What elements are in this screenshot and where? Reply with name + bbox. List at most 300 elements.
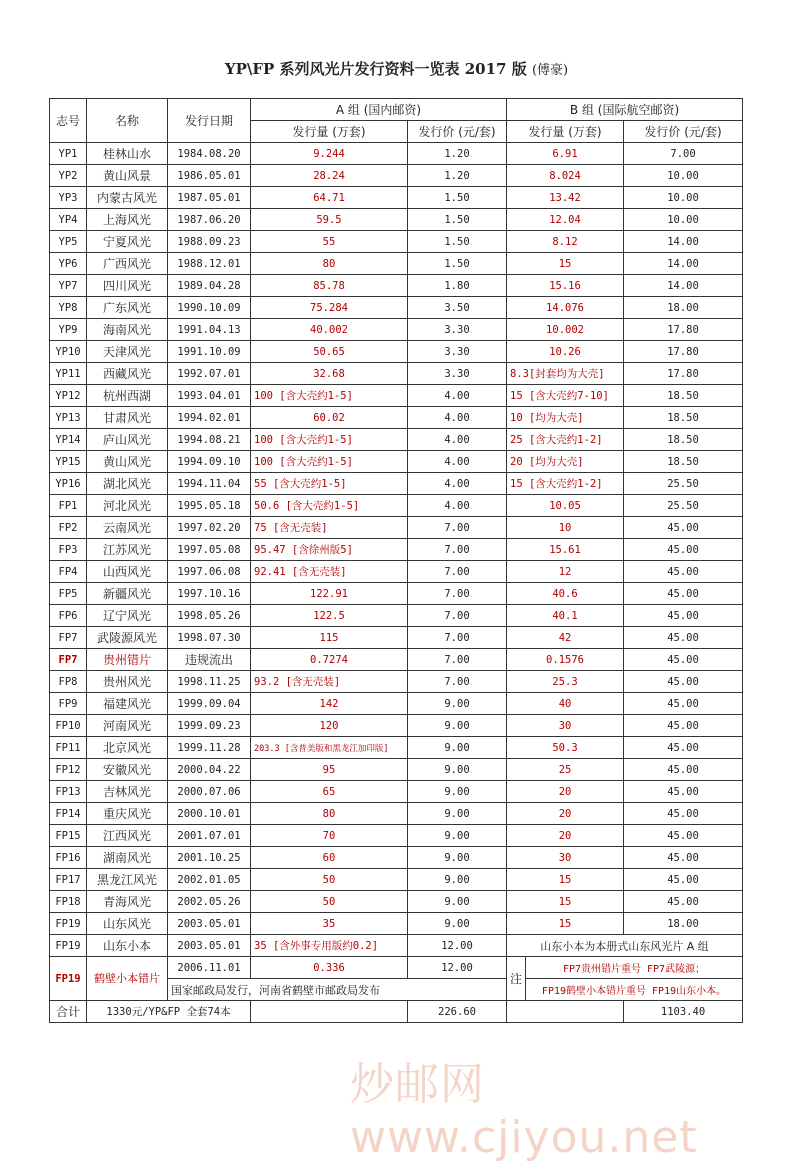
cell-name: 广西风光 bbox=[87, 253, 168, 275]
cell-name: 北京风光 bbox=[87, 737, 168, 759]
table-row bbox=[50, 517, 743, 539]
cell-a-volume: 59.5 bbox=[251, 209, 408, 231]
cell-b-volume: 13.42 bbox=[507, 187, 624, 209]
cell-date: 1994.08.21 bbox=[168, 429, 251, 451]
cell-date: 1998.07.30 bbox=[168, 627, 251, 649]
cell-b-volume: 40.6 bbox=[507, 583, 624, 605]
cell-a-price: 1.20 bbox=[408, 165, 507, 187]
cell-a-volume: 55 [含大壳约1-5] bbox=[251, 473, 408, 495]
note-line-2: FP19鹤壁小本错片重号 FP19山东小本。 bbox=[541, 986, 727, 997]
cell-a-volume: 80 bbox=[251, 803, 408, 825]
cell-a-price: 7.00 bbox=[408, 649, 507, 671]
cell-date: 1991.04.13 bbox=[168, 319, 251, 341]
cell-a-volume: 75 [含无壳装] bbox=[251, 517, 408, 539]
cell-a-volume: 55 bbox=[251, 231, 408, 253]
table-body bbox=[50, 143, 743, 935]
cell-total-a-price: 226.60 bbox=[408, 1001, 507, 1023]
cell-a-price: 9.00 bbox=[408, 803, 507, 825]
cell-a-price: 12.00 bbox=[408, 957, 507, 979]
table-row bbox=[50, 649, 743, 671]
cell-a-volume: 100 [含大壳约1-5] bbox=[251, 451, 408, 473]
cell-b-volume: 15.16 bbox=[507, 275, 624, 297]
cell-code: YP15 bbox=[50, 451, 87, 473]
cell-name: 江西风光 bbox=[87, 825, 168, 847]
cell-name: 杭州西湖 bbox=[87, 385, 168, 407]
cell-a-price: 4.00 bbox=[408, 429, 507, 451]
cell-b-volume: 14.076 bbox=[507, 297, 624, 319]
cell-code: FP17 bbox=[50, 869, 87, 891]
cell-name: 四川风光 bbox=[87, 275, 168, 297]
cell-b-volume: 6.91 bbox=[507, 143, 624, 165]
cell-b-price: 45.00 bbox=[624, 627, 743, 649]
cell-a-volume: 60 bbox=[251, 847, 408, 869]
cell-b-volume: 8.024 bbox=[507, 165, 624, 187]
cell-name: 天津风光 bbox=[87, 341, 168, 363]
table-row bbox=[50, 385, 743, 407]
cell-b-volume: 20 bbox=[507, 781, 624, 803]
cell-name: 湖南风光 bbox=[87, 847, 168, 869]
cell-name: 鹤壁小本错片 bbox=[87, 957, 168, 1001]
cell-name: 吉林风光 bbox=[87, 781, 168, 803]
table-row bbox=[50, 473, 743, 495]
cell-code: YP2 bbox=[50, 165, 87, 187]
cell-b-price: 18.50 bbox=[624, 451, 743, 473]
cell-a-price: 4.00 bbox=[408, 407, 507, 429]
cell-date: 1988.09.23 bbox=[168, 231, 251, 253]
cell-a-price: 4.00 bbox=[408, 495, 507, 517]
cell-date: 2003.05.01 bbox=[168, 913, 251, 935]
cell-b-price: 45.00 bbox=[624, 539, 743, 561]
cell-code: FP6 bbox=[50, 605, 87, 627]
cell-code: YP10 bbox=[50, 341, 87, 363]
cell-name: 内蒙古风光 bbox=[87, 187, 168, 209]
cell-date: 2001.10.25 bbox=[168, 847, 251, 869]
cell-a-price: 1.50 bbox=[408, 231, 507, 253]
cell-name: 甘肃风光 bbox=[87, 407, 168, 429]
cell-name: 山西风光 bbox=[87, 561, 168, 583]
cell-code: YP12 bbox=[50, 385, 87, 407]
cell-name: 辽宁风光 bbox=[87, 605, 168, 627]
cell-date: 1986.05.01 bbox=[168, 165, 251, 187]
cell-code: YP5 bbox=[50, 231, 87, 253]
header-b-price: 发行价 (元/套) bbox=[624, 121, 743, 143]
cell-code: FP7 bbox=[50, 627, 87, 649]
cell-date: 1992.07.01 bbox=[168, 363, 251, 385]
cell-name: 青海风光 bbox=[87, 891, 168, 913]
cell-name: 宁夏风光 bbox=[87, 231, 168, 253]
cell-code: FP3 bbox=[50, 539, 87, 561]
cell-a-price: 7.00 bbox=[408, 517, 507, 539]
cell-b-price: 45.00 bbox=[624, 561, 743, 583]
table-row bbox=[50, 583, 743, 605]
cell-b-price: 45.00 bbox=[624, 649, 743, 671]
cell-name: 黄山风景 bbox=[87, 165, 168, 187]
cell-date: 1994.02.01 bbox=[168, 407, 251, 429]
cell-b-volume: 15 [含大壳约1-2] bbox=[507, 473, 624, 495]
cell-b-price: 45.00 bbox=[624, 869, 743, 891]
cell-name: 山东小本 bbox=[87, 935, 168, 957]
cell-total-empty bbox=[251, 1001, 408, 1023]
header-name: 名称 bbox=[87, 99, 168, 143]
cell-date: 2003.05.01 bbox=[168, 935, 251, 957]
table-row bbox=[50, 429, 743, 451]
cell-a-volume: 70 bbox=[251, 825, 408, 847]
cell-name: 云南风光 bbox=[87, 517, 168, 539]
cell-code: YP7 bbox=[50, 275, 87, 297]
cell-b-volume: 8.3[封套均为大壳] bbox=[507, 363, 624, 385]
table-row bbox=[50, 715, 743, 737]
cell-code: FP12 bbox=[50, 759, 87, 781]
cell-b-volume: 30 bbox=[507, 715, 624, 737]
cell-code: YP6 bbox=[50, 253, 87, 275]
cell-name: 江苏风光 bbox=[87, 539, 168, 561]
cell-name: 安徽风光 bbox=[87, 759, 168, 781]
cell-date: 1984.08.20 bbox=[168, 143, 251, 165]
cell-code: FP19 bbox=[50, 935, 87, 957]
cell-a-price: 1.80 bbox=[408, 275, 507, 297]
cell-b-price: 25.50 bbox=[624, 495, 743, 517]
cell-b-volume: 12.04 bbox=[507, 209, 624, 231]
cell-code: YP13 bbox=[50, 407, 87, 429]
cell-b-volume: 10.002 bbox=[507, 319, 624, 341]
cell-code: FP19 bbox=[50, 957, 87, 1001]
cell-a-price: 9.00 bbox=[408, 869, 507, 891]
cell-date: 1990.10.09 bbox=[168, 297, 251, 319]
cell-date: 1987.06.20 bbox=[168, 209, 251, 231]
cell-b-volume: 25 bbox=[507, 759, 624, 781]
cell-a-volume: 50 bbox=[251, 869, 408, 891]
cell-a-volume: 122.5 bbox=[251, 605, 408, 627]
cell-code: FP16 bbox=[50, 847, 87, 869]
cell-code: YP1 bbox=[50, 143, 87, 165]
table-row bbox=[50, 605, 743, 627]
cell-b-volume: 40.1 bbox=[507, 605, 624, 627]
cell-b-price: 17.80 bbox=[624, 363, 743, 385]
page-title bbox=[0, 58, 793, 79]
cell-date: 违规流出 bbox=[168, 649, 251, 671]
cell-b-price: 45.00 bbox=[624, 517, 743, 539]
cell-date: 1997.10.16 bbox=[168, 583, 251, 605]
cell-a-volume: 203.3 [含普美版和黑龙江加印版] bbox=[251, 737, 408, 759]
cell-name: 山东风光 bbox=[87, 913, 168, 935]
table-row bbox=[50, 253, 743, 275]
cell-date: 1997.05.08 bbox=[168, 539, 251, 561]
cell-code: YP11 bbox=[50, 363, 87, 385]
cell-b-volume: 15 bbox=[507, 913, 624, 935]
cell-b-volume: 30 bbox=[507, 847, 624, 869]
issue-table bbox=[49, 98, 743, 1023]
header-b-volume: 发行量 (万套) bbox=[507, 121, 624, 143]
cell-code: FP5 bbox=[50, 583, 87, 605]
cell-a-price: 9.00 bbox=[408, 693, 507, 715]
cell-b-price: 45.00 bbox=[624, 671, 743, 693]
cell-b-price: 10.00 bbox=[624, 165, 743, 187]
cell-b-volume: 10.05 bbox=[507, 495, 624, 517]
table-row bbox=[50, 187, 743, 209]
note-label: 注 bbox=[507, 957, 526, 1000]
cell-b-price: 10.00 bbox=[624, 187, 743, 209]
cell-code: YP14 bbox=[50, 429, 87, 451]
table-row bbox=[50, 847, 743, 869]
cell-name: 福建风光 bbox=[87, 693, 168, 715]
table-row bbox=[50, 671, 743, 693]
cell-issuer: 国家邮政局发行，河南省鹤壁市邮政局发布 bbox=[168, 979, 507, 1001]
table-row bbox=[50, 781, 743, 803]
cell-a-price: 3.30 bbox=[408, 363, 507, 385]
cell-b-volume: 10.26 bbox=[507, 341, 624, 363]
cell-code: YP8 bbox=[50, 297, 87, 319]
cell-a-volume: 50 bbox=[251, 891, 408, 913]
header-date: 发行日期 bbox=[168, 99, 251, 143]
cell-b-price: 45.00 bbox=[624, 891, 743, 913]
table-row bbox=[50, 143, 743, 165]
cell-a-volume: 9.244 bbox=[251, 143, 408, 165]
cell-a-volume: 85.78 bbox=[251, 275, 408, 297]
cell-total-b-price: 1103.40 bbox=[624, 1001, 743, 1023]
cell-b-price: 18.00 bbox=[624, 913, 743, 935]
cell-a-price: 9.00 bbox=[408, 913, 507, 935]
cell-date: 1994.09.10 bbox=[168, 451, 251, 473]
table-row bbox=[50, 297, 743, 319]
table-row bbox=[50, 627, 743, 649]
cell-b-volume: 20 bbox=[507, 825, 624, 847]
cell-name: 重庆风光 bbox=[87, 803, 168, 825]
cell-b-volume: 25 [含大壳约1-2] bbox=[507, 429, 624, 451]
cell-date: 1994.11.04 bbox=[168, 473, 251, 495]
header-group-b: B 组 (国际航空邮资) bbox=[507, 99, 743, 121]
cell-total-desc: 1330元/YP&FP 全套74本 bbox=[87, 1001, 251, 1023]
cell-code: FP2 bbox=[50, 517, 87, 539]
cell-date: 1991.10.09 bbox=[168, 341, 251, 363]
cell-date: 1998.05.26 bbox=[168, 605, 251, 627]
header-code: 志号 bbox=[50, 99, 87, 143]
cell-a-price: 9.00 bbox=[408, 759, 507, 781]
cell-b-price: 18.00 bbox=[624, 297, 743, 319]
cell-name: 贵州错片 bbox=[87, 649, 168, 671]
cell-b-price: 45.00 bbox=[624, 847, 743, 869]
cell-a-price: 9.00 bbox=[408, 825, 507, 847]
cell-code: YP3 bbox=[50, 187, 87, 209]
table-row bbox=[50, 891, 743, 913]
cell-code: FP8 bbox=[50, 671, 87, 693]
cell-a-price: 7.00 bbox=[408, 539, 507, 561]
cell-name: 武陵源风光 bbox=[87, 627, 168, 649]
cell-code: YP16 bbox=[50, 473, 87, 495]
title-main: YP\FP 系列风光片发行资料一览表 2017 版 bbox=[224, 60, 527, 78]
cell-date: 1997.02.20 bbox=[168, 517, 251, 539]
cell-a-price: 1.50 bbox=[408, 253, 507, 275]
cell-a-volume: 100 [含大壳约1-5] bbox=[251, 429, 408, 451]
cell-code: FP1 bbox=[50, 495, 87, 517]
cell-note-small: 山东小本为本册式山东风光片 A 组 bbox=[507, 935, 743, 957]
cell-b-volume: 15 bbox=[507, 891, 624, 913]
table-row-fp19-small bbox=[50, 935, 743, 957]
cell-code: FP10 bbox=[50, 715, 87, 737]
cell-a-volume: 50.6 [含大壳约1-5] bbox=[251, 495, 408, 517]
cell-a-price: 9.00 bbox=[408, 781, 507, 803]
cell-code: FP14 bbox=[50, 803, 87, 825]
header-a-volume: 发行量 (万套) bbox=[251, 121, 408, 143]
cell-b-price: 18.50 bbox=[624, 407, 743, 429]
table-row bbox=[50, 319, 743, 341]
cell-code: FP11 bbox=[50, 737, 87, 759]
cell-b-volume: 12 bbox=[507, 561, 624, 583]
cell-b-volume: 25.3 bbox=[507, 671, 624, 693]
cell-code: FP19 bbox=[50, 913, 87, 935]
cell-code: FP18 bbox=[50, 891, 87, 913]
cell-b-volume: 15 bbox=[507, 869, 624, 891]
cell-b-price: 14.00 bbox=[624, 253, 743, 275]
cell-a-price: 9.00 bbox=[408, 847, 507, 869]
cell-a-volume: 0.7274 bbox=[251, 649, 408, 671]
table-row bbox=[50, 209, 743, 231]
cell-a-volume: 92.41 [含无壳装] bbox=[251, 561, 408, 583]
cell-date: 1993.04.01 bbox=[168, 385, 251, 407]
table-row bbox=[50, 165, 743, 187]
cell-b-volume: 8.12 bbox=[507, 231, 624, 253]
table-row bbox=[50, 451, 743, 473]
cell-b-price: 45.00 bbox=[624, 737, 743, 759]
cell-a-volume: 93.2 [含无壳装] bbox=[251, 671, 408, 693]
cell-a-price: 7.00 bbox=[408, 671, 507, 693]
cell-date: 1999.09.04 bbox=[168, 693, 251, 715]
cell-b-price: 7.00 bbox=[624, 143, 743, 165]
cell-a-volume: 32.68 bbox=[251, 363, 408, 385]
cell-date: 1989.04.28 bbox=[168, 275, 251, 297]
cell-b-price: 45.00 bbox=[624, 605, 743, 627]
table-row bbox=[50, 231, 743, 253]
table-row bbox=[50, 737, 743, 759]
cell-code: FP13 bbox=[50, 781, 87, 803]
cell-b-price: 45.00 bbox=[624, 583, 743, 605]
header-row-1 bbox=[50, 99, 743, 121]
cell-name: 桂林山水 bbox=[87, 143, 168, 165]
table-row bbox=[50, 407, 743, 429]
cell-total-empty bbox=[507, 1001, 624, 1023]
table-row bbox=[50, 803, 743, 825]
cell-note bbox=[507, 957, 743, 1001]
cell-b-price: 18.50 bbox=[624, 385, 743, 407]
cell-a-price: 7.00 bbox=[408, 627, 507, 649]
cell-a-volume: 142 bbox=[251, 693, 408, 715]
cell-b-volume: 10 bbox=[507, 517, 624, 539]
cell-a-price: 12.00 bbox=[408, 935, 507, 957]
cell-a-price: 7.00 bbox=[408, 561, 507, 583]
cell-b-price: 45.00 bbox=[624, 693, 743, 715]
cell-a-volume: 95 bbox=[251, 759, 408, 781]
cell-a-price: 3.50 bbox=[408, 297, 507, 319]
cell-b-price: 18.50 bbox=[624, 429, 743, 451]
cell-total-label: 合计 bbox=[50, 1001, 87, 1023]
cell-name: 贵州风光 bbox=[87, 671, 168, 693]
cell-date: 1988.12.01 bbox=[168, 253, 251, 275]
table-row bbox=[50, 759, 743, 781]
cell-date: 1998.11.25 bbox=[168, 671, 251, 693]
table-row bbox=[50, 561, 743, 583]
cell-a-volume: 100 [含大壳约1-5] bbox=[251, 385, 408, 407]
cell-a-price: 9.00 bbox=[408, 891, 507, 913]
table-row-total bbox=[50, 1001, 743, 1023]
cell-b-price: 45.00 bbox=[624, 825, 743, 847]
cell-b-volume: 40 bbox=[507, 693, 624, 715]
table-row bbox=[50, 341, 743, 363]
cell-code: FP4 bbox=[50, 561, 87, 583]
cell-name: 上海风光 bbox=[87, 209, 168, 231]
cell-a-price: 9.00 bbox=[408, 715, 507, 737]
cell-date: 1987.05.01 bbox=[168, 187, 251, 209]
cell-date: 2000.10.01 bbox=[168, 803, 251, 825]
cell-date: 2002.01.05 bbox=[168, 869, 251, 891]
cell-b-price: 17.80 bbox=[624, 319, 743, 341]
cell-a-volume: 120 bbox=[251, 715, 408, 737]
cell-a-volume: 0.336 bbox=[251, 957, 408, 979]
table-row bbox=[50, 363, 743, 385]
cell-b-volume: 42 bbox=[507, 627, 624, 649]
table-row bbox=[50, 539, 743, 561]
cell-a-price: 3.30 bbox=[408, 319, 507, 341]
cell-b-volume: 15 [含大壳约7-10] bbox=[507, 385, 624, 407]
table-footer bbox=[50, 935, 743, 1023]
cell-b-price: 45.00 bbox=[624, 715, 743, 737]
note-line-1: FP7贵州错片重号 FP7武陵源； bbox=[526, 957, 742, 979]
cell-a-price: 4.00 bbox=[408, 451, 507, 473]
cell-a-volume: 115 bbox=[251, 627, 408, 649]
cell-date: 2000.07.06 bbox=[168, 781, 251, 803]
cell-name: 广东风光 bbox=[87, 297, 168, 319]
cell-a-price: 4.00 bbox=[408, 385, 507, 407]
cell-b-price: 45.00 bbox=[624, 803, 743, 825]
cell-code: YP4 bbox=[50, 209, 87, 231]
cell-date: 2002.05.26 bbox=[168, 891, 251, 913]
cell-a-volume: 80 bbox=[251, 253, 408, 275]
cell-b-price: 45.00 bbox=[624, 781, 743, 803]
cell-name: 黑龙江风光 bbox=[87, 869, 168, 891]
cell-b-price: 45.00 bbox=[624, 759, 743, 781]
cell-date: 2006.11.01 bbox=[168, 957, 251, 979]
cell-a-price: 1.50 bbox=[408, 187, 507, 209]
cell-a-volume: 95.47 [含徐州版5] bbox=[251, 539, 408, 561]
cell-a-volume: 35 [含外事专用版约0.2] bbox=[251, 935, 408, 957]
table-row bbox=[50, 275, 743, 297]
cell-a-volume: 28.24 bbox=[251, 165, 408, 187]
cell-b-volume: 50.3 bbox=[507, 737, 624, 759]
cell-b-price: 14.00 bbox=[624, 275, 743, 297]
cell-date: 1995.05.18 bbox=[168, 495, 251, 517]
cell-name: 庐山风光 bbox=[87, 429, 168, 451]
table-row bbox=[50, 869, 743, 891]
cell-date: 2001.07.01 bbox=[168, 825, 251, 847]
cell-b-volume: 10 [均为大壳] bbox=[507, 407, 624, 429]
cell-name: 湖北风光 bbox=[87, 473, 168, 495]
cell-a-volume: 40.002 bbox=[251, 319, 408, 341]
cell-a-volume: 122.91 bbox=[251, 583, 408, 605]
cell-code: FP15 bbox=[50, 825, 87, 847]
cell-b-volume: 0.1576 bbox=[507, 649, 624, 671]
cell-name: 西藏风光 bbox=[87, 363, 168, 385]
title-author: (傅豪) bbox=[531, 63, 569, 78]
table-row bbox=[50, 693, 743, 715]
cell-b-price: 14.00 bbox=[624, 231, 743, 253]
cell-b-price: 17.80 bbox=[624, 341, 743, 363]
cell-b-volume: 20 bbox=[507, 803, 624, 825]
cell-b-price: 25.50 bbox=[624, 473, 743, 495]
cell-a-volume: 60.02 bbox=[251, 407, 408, 429]
table-row bbox=[50, 913, 743, 935]
cell-a-price: 7.00 bbox=[408, 583, 507, 605]
cell-a-volume: 75.284 bbox=[251, 297, 408, 319]
cell-a-price: 1.20 bbox=[408, 143, 507, 165]
cell-name: 河南风光 bbox=[87, 715, 168, 737]
